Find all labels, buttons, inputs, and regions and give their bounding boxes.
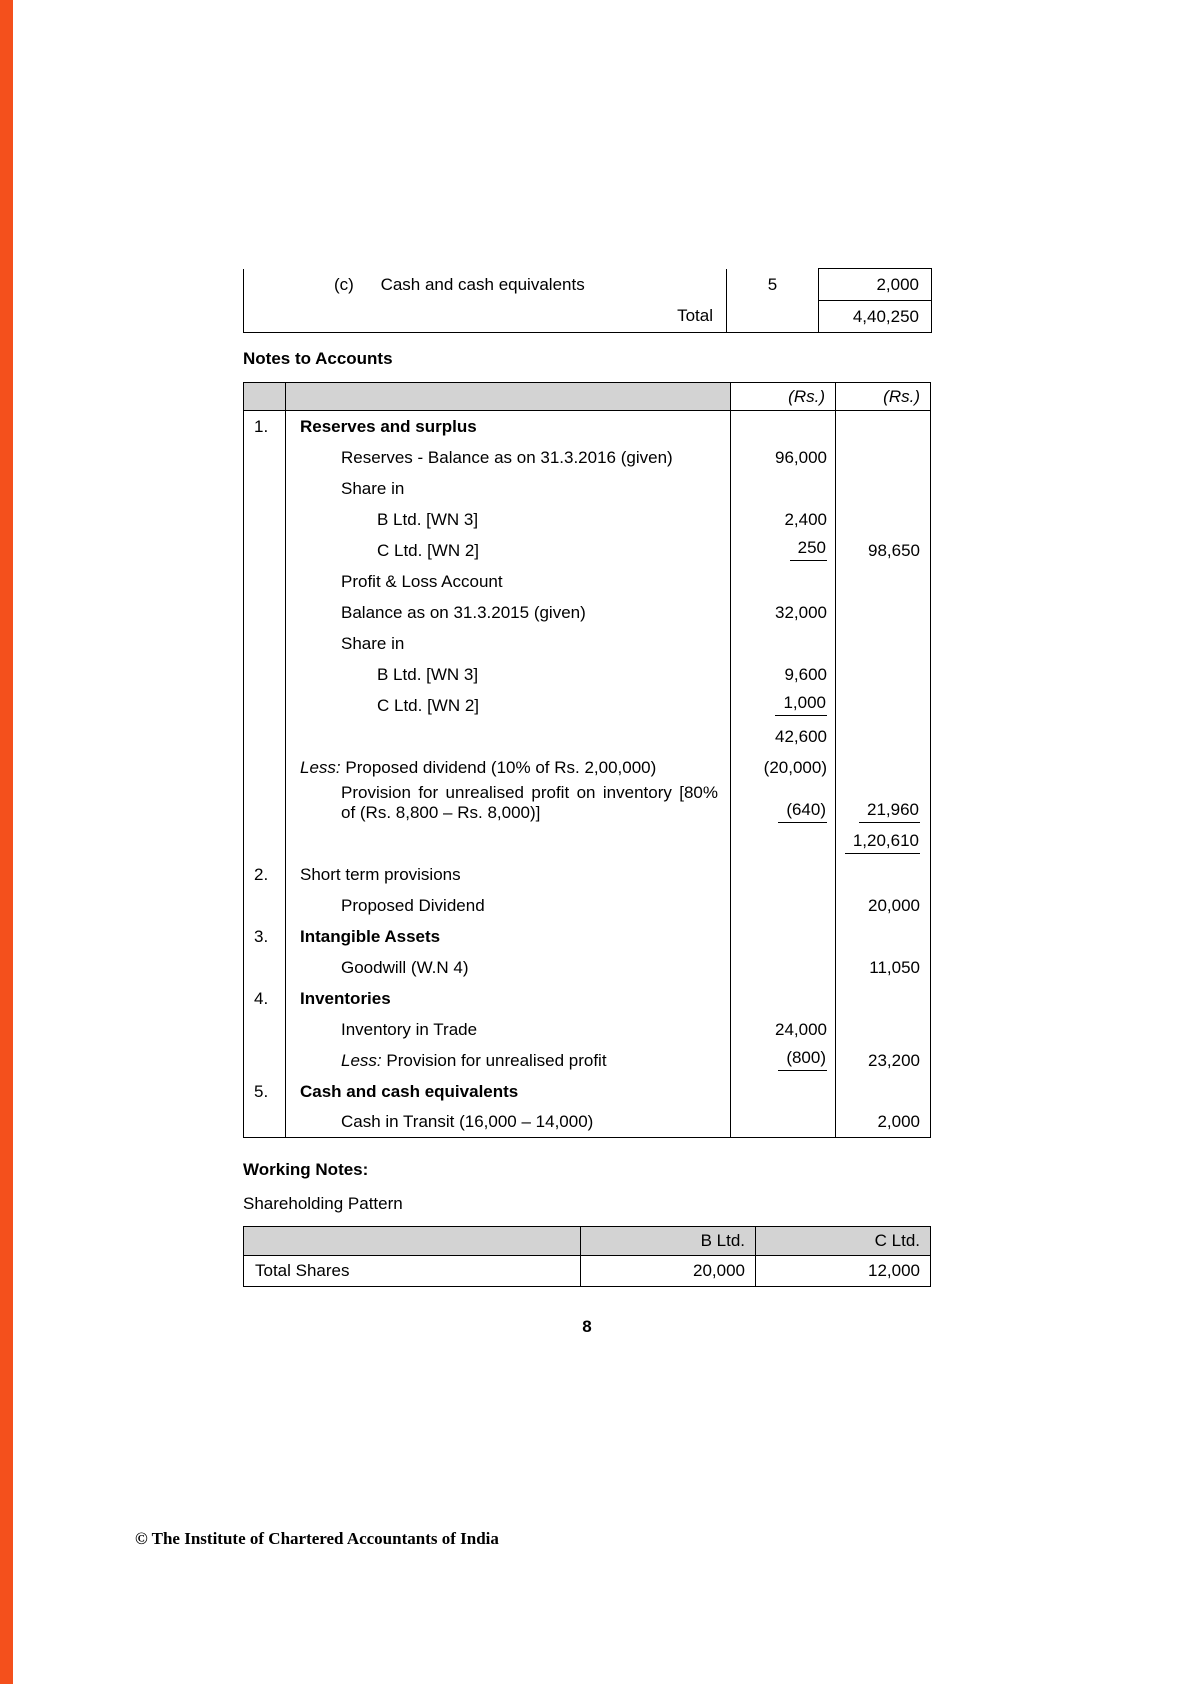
note-amount xyxy=(836,535,931,566)
share-c-ltd-value: 12,000 xyxy=(756,1256,931,1287)
note-number xyxy=(244,1045,286,1076)
working-notes-heading: Working Notes: xyxy=(243,1160,369,1179)
note-number xyxy=(244,504,286,535)
note-amount xyxy=(836,628,931,659)
share-header-row xyxy=(244,1227,931,1256)
note-description: B Ltd. [WN 3] xyxy=(286,504,731,535)
notes-row xyxy=(244,504,931,535)
amount-text: 98,650 xyxy=(868,540,920,560)
note-amount xyxy=(731,690,836,721)
note-description: Cash in Transit (16,000 – 14,000) xyxy=(286,1107,731,1138)
note-amount xyxy=(731,1076,836,1107)
note-number: 3. xyxy=(254,926,269,946)
amount-text: 11,050 xyxy=(869,957,920,977)
note-amount xyxy=(731,1107,836,1138)
note-number: 5. xyxy=(254,1081,269,1101)
notes-row xyxy=(244,752,931,783)
shareholding-pattern-label: Shareholding Pattern xyxy=(243,1194,403,1213)
header-c-ltd: C Ltd. xyxy=(756,1227,931,1256)
note-description: Inventory in Trade xyxy=(286,1014,731,1045)
shareholding-pattern-table xyxy=(243,1226,931,1287)
note-number xyxy=(244,721,286,752)
amount-text: 2,400 xyxy=(784,509,827,529)
header-empty-cell xyxy=(286,383,731,411)
note-amount xyxy=(836,721,931,752)
notes-to-accounts-heading: Notes to Accounts xyxy=(243,349,393,368)
note-description: Provision for unrealised profit on inventory [80% of (Rs. 8,800 – Rs. 8,000)] xyxy=(286,783,731,828)
note-description: Reserves and surplus xyxy=(286,411,731,442)
note-amount xyxy=(836,859,931,890)
notes-row xyxy=(244,1014,931,1045)
note-number xyxy=(244,828,286,859)
total-label-cell: Total xyxy=(677,306,713,326)
underlined-amount: (800) xyxy=(778,1048,827,1071)
notes-row xyxy=(244,1076,931,1107)
note-number xyxy=(244,659,286,690)
note-amount xyxy=(731,566,836,597)
note-description: C Ltd. [WN 2] xyxy=(286,690,731,721)
page-content xyxy=(243,0,931,1337)
notes-row xyxy=(244,952,931,983)
notes-row xyxy=(244,783,931,828)
notes-header-row xyxy=(244,383,931,411)
note-number xyxy=(244,783,286,828)
note-amount xyxy=(836,752,931,783)
line-item-cell xyxy=(244,269,727,301)
note-amount xyxy=(731,1045,836,1076)
note-number: 1. xyxy=(254,416,269,436)
note-amount xyxy=(731,721,836,752)
notes-table-body xyxy=(244,411,931,1138)
note-number: 2. xyxy=(254,864,269,884)
note-number xyxy=(244,597,286,628)
share-row-label: Total Shares xyxy=(255,1261,350,1280)
note-description: Reserves - Balance as on 31.3.2016 (given) xyxy=(286,442,731,473)
note-description: Inventories xyxy=(286,983,731,1014)
note-amount xyxy=(836,566,931,597)
note-number xyxy=(244,1014,286,1045)
note-amount xyxy=(836,1107,931,1138)
note-amount xyxy=(836,504,931,535)
note-amount xyxy=(731,921,836,952)
underlined-amount: 1,20,610 xyxy=(845,831,920,854)
amount-text: 24,000 xyxy=(775,1019,827,1039)
note-description: Proposed Dividend xyxy=(286,890,731,921)
note-amount xyxy=(836,890,931,921)
less-prefix: Less: xyxy=(300,757,341,777)
note-amount xyxy=(731,504,836,535)
notes-row xyxy=(244,659,931,690)
note-description xyxy=(286,828,731,859)
note-number xyxy=(244,952,286,983)
note-amount xyxy=(836,1045,931,1076)
share-row xyxy=(244,1256,931,1287)
note-amount xyxy=(836,411,931,442)
note-description: Cash and cash equivalents xyxy=(286,1076,731,1107)
note-amount xyxy=(836,1014,931,1045)
note-amount xyxy=(731,983,836,1014)
note-amount xyxy=(731,442,836,473)
page-number: 8 xyxy=(582,1317,592,1336)
amount-text: 32,000 xyxy=(775,602,827,622)
note-number xyxy=(244,473,286,504)
share-b-ltd-value: 20,000 xyxy=(581,1256,756,1287)
note-amount xyxy=(731,659,836,690)
notes-row xyxy=(244,473,931,504)
note-number xyxy=(244,1107,286,1138)
note-amount xyxy=(731,952,836,983)
note-amount xyxy=(836,983,931,1014)
notes-row xyxy=(244,828,931,859)
note-amount xyxy=(836,1076,931,1107)
notes-row xyxy=(244,859,931,890)
note-number xyxy=(244,752,286,783)
notes-row xyxy=(244,1045,931,1076)
share-table-body xyxy=(244,1256,931,1287)
balance-sheet-tail-table xyxy=(243,268,932,333)
amount-text: 23,200 xyxy=(868,1050,920,1070)
notes-row xyxy=(244,411,931,442)
notes-row xyxy=(244,1107,931,1138)
note-amount xyxy=(836,921,931,952)
note-amount xyxy=(836,597,931,628)
underlined-amount: 21,960 xyxy=(859,800,920,823)
note-amount xyxy=(731,473,836,504)
note-ref-cell: 5 xyxy=(727,269,819,301)
notes-row xyxy=(244,921,931,952)
header-empty-cell xyxy=(244,383,286,411)
note-description: Profit & Loss Account xyxy=(286,566,731,597)
note-description: C Ltd. [WN 2] xyxy=(286,535,731,566)
total-amount-cell: 4,40,250 xyxy=(819,301,932,333)
underlined-amount: (640) xyxy=(778,800,827,823)
left-accent-stripe xyxy=(0,0,13,1684)
note-number: 4. xyxy=(254,988,269,1008)
note-amount xyxy=(731,411,836,442)
notes-row xyxy=(244,628,931,659)
note-ref-empty-cell xyxy=(727,301,819,333)
amount-text: 9,600 xyxy=(784,664,827,684)
underlined-amount: 250 xyxy=(790,538,827,561)
note-description: Intangible Assets xyxy=(286,921,731,952)
note-amount xyxy=(731,628,836,659)
note-description: Share in xyxy=(286,628,731,659)
notes-row xyxy=(244,566,931,597)
note-amount xyxy=(731,597,836,628)
note-amount xyxy=(731,859,836,890)
note-description: Goodwill (W.N 4) xyxy=(286,952,731,983)
notes-row xyxy=(244,983,931,1014)
note-amount xyxy=(731,752,836,783)
notes-row xyxy=(244,690,931,721)
less-prefix: Less: xyxy=(341,1050,382,1070)
note-amount xyxy=(836,952,931,983)
note-amount xyxy=(836,442,931,473)
notes-row xyxy=(244,597,931,628)
note-amount xyxy=(731,783,836,828)
note-number xyxy=(244,628,286,659)
amount-text: 2,000 xyxy=(877,1112,920,1131)
amount-text: 96,000 xyxy=(775,447,827,467)
note-amount xyxy=(836,659,931,690)
header-rs-column-2: (Rs.) xyxy=(836,383,931,411)
note-amount xyxy=(836,828,931,859)
note-number xyxy=(244,690,286,721)
amount-text: 42,600 xyxy=(775,726,827,746)
table-row xyxy=(244,301,932,333)
header-rs-column-1: (Rs.) xyxy=(731,383,836,411)
note-number xyxy=(244,442,286,473)
note-amount xyxy=(836,473,931,504)
amount-text: (20,000) xyxy=(763,757,827,777)
note-description: Balance as on 31.3.2015 (given) xyxy=(286,597,731,628)
note-amount xyxy=(731,1014,836,1045)
note-description: Short term provisions xyxy=(286,859,731,890)
note-description: B Ltd. [WN 3] xyxy=(286,659,731,690)
notes-to-accounts-table xyxy=(243,382,931,1138)
underlined-amount: 1,000 xyxy=(775,693,827,716)
table-row xyxy=(244,269,932,301)
notes-row xyxy=(244,721,931,752)
note-amount xyxy=(836,690,931,721)
line-item-label: Cash and cash equivalents xyxy=(380,274,585,294)
header-empty-cell xyxy=(244,1227,581,1256)
note-number xyxy=(244,890,286,921)
note-amount xyxy=(731,535,836,566)
line-item-letter: (c) xyxy=(334,274,354,294)
notes-row xyxy=(244,442,931,473)
notes-row xyxy=(244,535,931,566)
amount-cell: 2,000 xyxy=(819,269,932,301)
notes-row xyxy=(244,890,931,921)
note-description: Less: Provision for unrealised profit xyxy=(286,1045,731,1076)
note-amount xyxy=(836,783,931,828)
header-b-ltd: B Ltd. xyxy=(581,1227,756,1256)
note-description xyxy=(286,721,731,752)
note-number xyxy=(244,566,286,597)
note-description: Less: Proposed dividend (10% of Rs. 2,00,000) xyxy=(286,752,731,783)
note-amount xyxy=(731,828,836,859)
copyright-footer: © The Institute of Chartered Accountants of India xyxy=(135,1529,499,1548)
amount-text: 20,000 xyxy=(868,895,920,915)
note-number xyxy=(244,535,286,566)
note-amount xyxy=(731,890,836,921)
note-description: Share in xyxy=(286,473,731,504)
